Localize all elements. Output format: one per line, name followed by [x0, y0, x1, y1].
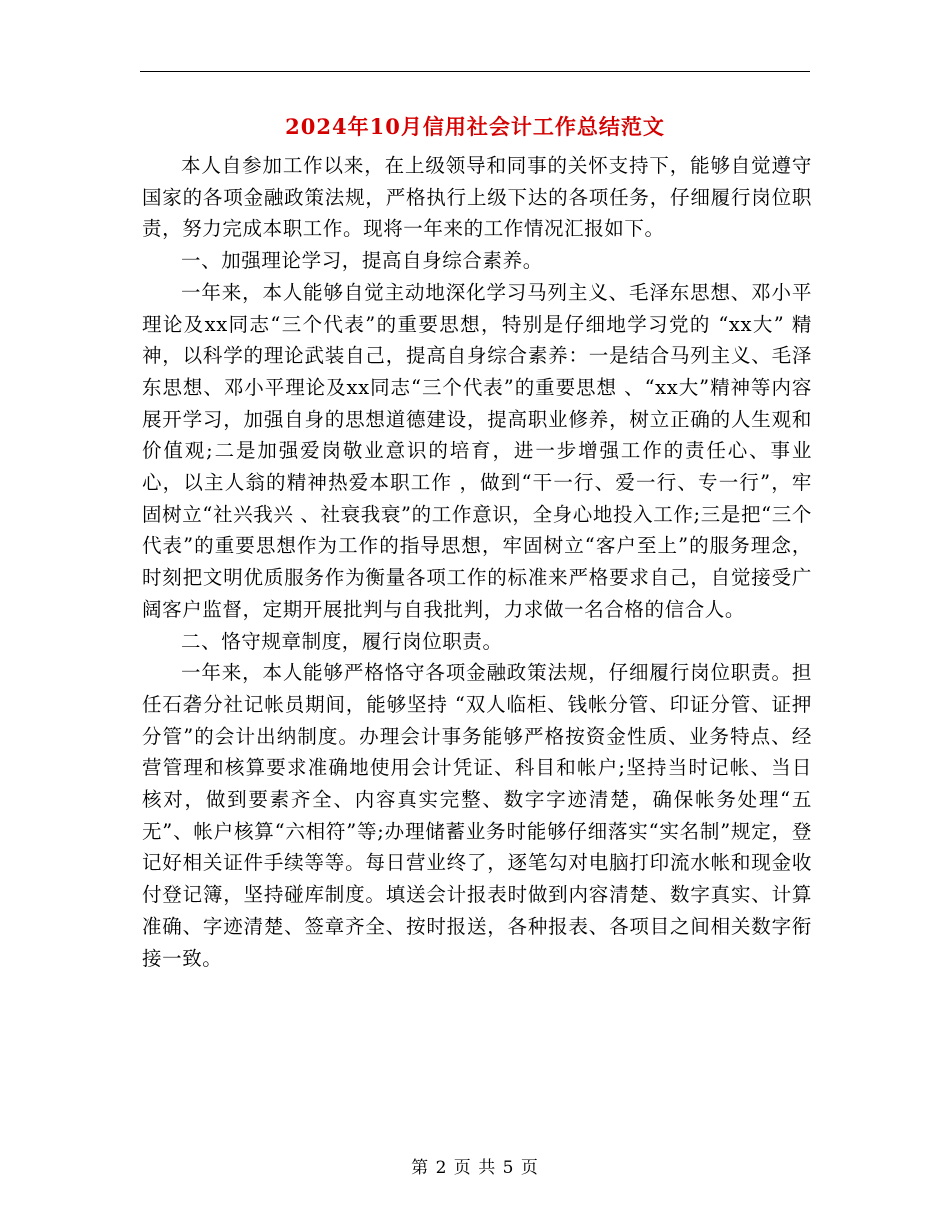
document-body — [142, 150, 812, 974]
section-1-paragraph: 一年来，本人能够自觉主动地深化学习马列主义、毛泽东思想、邓小平理论及xx同志“三个代表”的重要思想，特别是仔细地学习党的 “xx大” 精神，以科学的理论武装自己，提高自身综合素养：一是结合马列主义、毛泽东思想、邓小平理论及xx同志“三个代表”的重要思想 、“xx大”精神等内容展开学习，加强自身的思想道德建设，提高职业修养，树立正确的人生观和价值观;二是加强爱岗敬业意识的培育，进一步增强工作的责任心、事业心，以主人翁的精神热爱本职工作 ，做到“干一行、爱一行、专一行”，牢固树立“社兴我兴 、社衰我衰”的工作意识，全身心地投入工作;三是把“三个代表”的重要思想作为工作的指导思想，牢固树立“客户至上”的服务理念，时刻把文明优质服务作为衡量各项工作的标准来严格要求自己，自觉接受广阔客户监督，定期开展批判与自我批判，力求做一名合格的信合人。 — [142, 280, 812, 621]
section-heading-1: 一、加强理论学习，提高自身综合素养。 — [181, 249, 543, 273]
intro-paragraph: 本人自参加工作以来，在上级领导和同事的关怀支持下，能够自觉遵守国家的各项金融政策法规，严格执行上级下达的各项任务，仔细履行岗位职责，努力完成本职工作。现将一年来的工作情况汇报如下。 — [142, 154, 812, 241]
section-heading-2: 二、恪守规章制度，履行岗位职责。 — [181, 629, 503, 653]
header-rule — [140, 71, 810, 72]
document-title: 2024年10月信用社会计工作总结范文 — [285, 114, 665, 139]
section-2-paragraph: 一年来，本人能够严格恪守各项金融政策法规，仔细履行岗位职责。担任石砻分社记帐员期间，能够坚持 “双人临柜、钱帐分管、印证分管、证押分管”的会计出纳制度。办理会计事务能够严格按资金性质、业务特点、经营管理和核算要求准确地使用会计凭证、科目和帐户;坚持当时记帐、当日核对，做到要素齐全、内容真实完整、数字字迹清楚，确保帐务处理“五无”、帐户核算“六相符”等;办理储蓄业务时能够仔细落实“实名制”规定，登记好相关证件手续等等。每日营业终了，逐笔勾对电脑打印流水帐和现金收付登记簿，坚持碰库制度。填送会计报表时做到内容清楚、数字真实、计算准确、字迹清楚、签章齐全、按时报送，各种报表、各项目之间相关数字衔接一致。 — [142, 661, 812, 970]
page-number-label: 第 2 页 共 5 页 — [411, 1158, 539, 1178]
page-number-footer — [0, 1153, 950, 1178]
